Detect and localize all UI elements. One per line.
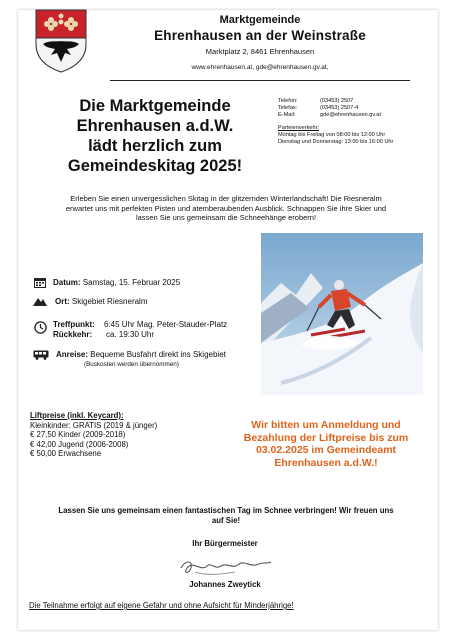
meet-label: Treffpunkt: [53,320,95,329]
appeal-line: Bezahlung der Liftpreise bis zum [243,431,409,444]
telefon-value: (03453) 2507 [320,98,354,104]
title-line: Gemeindeskitag 2025! [67,157,243,175]
intro-line: lassen Sie uns gemeinsam die Schneehänge erobern! [135,213,317,223]
flyer-title [45,96,265,176]
email-value[interactable]: gde@ehrenhausen.gv.at [320,112,381,119]
disclaimer: Die Teilnahme erfolgt auf eigene Gefahr und ohne Aufsicht für Minderjährige! [29,601,294,610]
header-divider [110,80,410,81]
appeal-line: Wir bitten um Anmeldung und [251,419,401,431]
calendar-icon [34,277,46,288]
appeal-line: Ehrenhausen a.d.W.! [274,456,378,469]
meet-value: 6:45 Uhr Mag. Peter-Stauder-Platz [104,320,228,329]
org-small-name: Marktgemeinde [219,14,301,26]
lift-price-line: € 50,00 Erwachsene [30,449,102,459]
title-line: Ehrenhausen a.d.W. [76,117,234,135]
travel-note: (Buskosten werden übernommen) [84,361,179,368]
telefax-label: Telefax: [278,105,298,112]
office-hours-line: Montag bis Freitag von 08:00 bis 12:00 Uhr [278,131,386,138]
closing-line: auf Sie! [211,516,241,525]
mayor-name: Johannes Zweytick [189,580,261,589]
email-label: E-Mail: [278,112,296,119]
clock-icon [34,321,47,334]
mountain-icon [33,296,47,306]
municipal-crest-logo [33,8,89,74]
org-web-email[interactable]: www.ehrenhausen.at, gde@ehrenhausen.gv.at, [191,64,329,71]
return-value: ca. 19:30 Uhr [106,330,155,339]
lift-price-line: Kleinkinder: GRATIS (2019 & jünger) [30,420,158,430]
bus-icon [33,350,49,360]
travel-value: Bequeme Busfahrt direkt ins Skigebiet [90,350,226,359]
travel-label: Anreise: [56,350,89,359]
telefon-label: Telefon: [278,98,298,104]
skier-photo [261,233,423,395]
intro-text [30,194,422,223]
lift-price-line: € 27,50 Kinder (2009-2018) [30,430,126,440]
lift-price-line: € 42,00 Jugend (2006-2008) [30,439,129,449]
intro-line: Erleben Sie einen unvergesslichen Skitag in der glitzernden Winterlandschaft! Die Riesneralm [70,194,382,203]
office-hours-line: Dienstag und Donnerstag: 13:00 bis 16:00 Uhr [278,139,394,146]
mayor-role: Ihr Bürgermeister [192,539,258,548]
place-label: Ort: [55,297,70,306]
intro-line: erwartet uns mit perfekten Pisten und atemberaubenden Ausblick. Schnappen Sie ihre Skier und [65,203,387,213]
title-line: Die Marktgemeinde [79,97,231,115]
org-address: Marktplatz 2, 8461 Ehrenhausen [205,47,315,56]
place-value: Skigebiet Riesneralm [71,297,148,306]
lift-prices-heading: Liftpreise (inkl. Keycard): [30,411,124,420]
closing-text [30,506,422,526]
handwritten-signature [175,552,275,580]
telefax-value: (03453) 2507-4 [320,105,359,112]
lift-prices [30,411,157,459]
return-label: Rückkehr: [53,330,93,339]
date-value: Samstag, 15. Februar 2025 [82,278,181,287]
appeal-line: 03.02.2025 im Gemeindeamt [255,444,397,456]
closing-line: Lassen Sie uns gemeinsam einen fantastischen Tag im Schnee verbringen! Wir freuen uns [58,506,394,515]
registration-appeal [230,419,422,469]
office-hours-heading: Parteienverkehr: [278,124,320,131]
title-line: lädt herzlich zum [88,137,222,155]
org-name: Ehrenhausen an der Weinstraße [154,28,366,43]
contact-block [278,98,418,146]
date-label: Datum: [53,278,81,287]
letterhead [110,14,410,71]
